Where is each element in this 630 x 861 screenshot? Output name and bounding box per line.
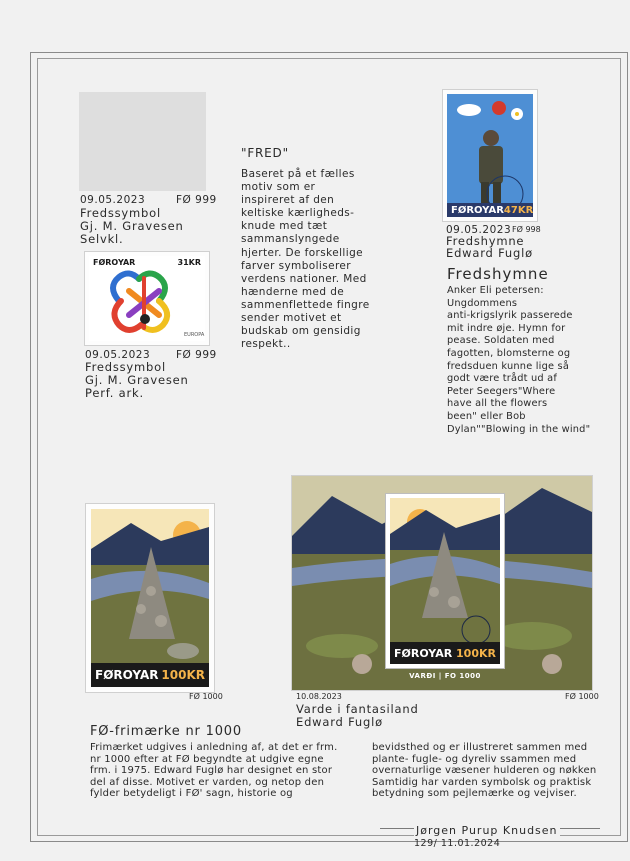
selfadhesive-date: 09.05.2023 (80, 194, 146, 206)
f1000-text-col1: Frimærket udgives i anledning af, at det er frm. nr 1000 efter at FØ begyndte at udgive egne frm. i 1975. Edward Fuglø har designet en stor del af disse. Motivet er varden, og netop den fylder betydeligt i FØ' sagn, historie og (90, 742, 338, 799)
stamp-fredssymbol-value: 31KR (177, 258, 201, 267)
celtic-knot-icon (89, 256, 205, 341)
fred-line: Baseret på et fælles (241, 168, 355, 180)
hymn-line: Peter Seegers"Where (447, 385, 556, 397)
fred-line: sammanslyngede (241, 233, 340, 246)
hymn-line: anti-krigslyrik passerede (447, 310, 573, 322)
stamp-fredssymbol-image (89, 256, 205, 341)
souvenir-inner-stamp-band (390, 642, 500, 664)
hymn-text (447, 285, 619, 436)
hymn-code: FØ 998 (512, 225, 541, 234)
footer-page: 129/ 11.01.2024 (414, 838, 501, 849)
hymn-line: fagotten, blomsterne og (447, 347, 571, 359)
stamp-fredshymne-image (447, 94, 533, 217)
stamp-varde-single (86, 504, 214, 692)
stamp-fredshymne (443, 90, 537, 221)
soldier-icon (447, 94, 533, 217)
hymn-line: pease. Soldaten med (447, 335, 555, 347)
footer-author: Jørgen Purup Knudsen (416, 824, 558, 837)
selfadhesive-caption-1: Fredssymbol (80, 206, 161, 220)
fred-line: farver symboliserer (241, 259, 352, 272)
fred-title: "FRED" (241, 146, 289, 160)
sheet-caption-3: Perf. ark. (85, 386, 144, 400)
block-date: 10.08.2023 (296, 692, 342, 701)
selfadhesive-caption-2: Gj. M. Gravesen (80, 219, 184, 233)
hymn-line: mit indre øje. Hymn for (447, 322, 566, 334)
hymn-title: Fredshymne (447, 265, 549, 283)
fred-line: keltiske kærligheds- (241, 207, 355, 220)
stamp-varde-single-value: 100KR (161, 668, 205, 682)
hymn-date: 09.05.2023 (446, 224, 512, 236)
fred-text (241, 168, 401, 351)
hymn-line: fredsduen kunne lige så (447, 360, 570, 372)
stamp-varde-single-country: FØROYAR (95, 668, 159, 682)
sheet-caption-1: Fredssymbol (85, 360, 166, 374)
fred-line: motiv som er (241, 181, 316, 194)
selfadhesive-code: FØ 999 (176, 194, 217, 206)
hymn-line: Dylan""Blowing in the wind" (447, 423, 591, 435)
sheet-caption-2: Gj. M. Gravesen (85, 373, 189, 387)
stamp-fredssymbol-country: FØROYAR (93, 258, 136, 267)
fred-line: hænderne med de (241, 285, 345, 298)
block-code: FØ 1000 (565, 692, 599, 701)
sheet-code: FØ 999 (176, 349, 217, 361)
hymn-line: Ungdommens (447, 297, 518, 309)
varde-single-code: FØ 1000 (189, 692, 223, 701)
stamp-fredshymne-country: FØROYAR (451, 204, 504, 216)
stamp-fredssymbol (85, 252, 209, 345)
fred-line: sender motivet et (241, 312, 342, 325)
souvenir-sheet-label: VARÐI | FO 1000 (409, 672, 481, 680)
fred-line: hjerter. De forskellige (241, 246, 363, 259)
fred-line: respekt.. (241, 338, 291, 351)
stamp-varde-single-image (91, 509, 209, 687)
hymn-caption-1: Fredshymne (446, 234, 525, 248)
f1000-title: FØ-frimærke nr 1000 (90, 724, 242, 739)
svg-text:EUROPA: EUROPA (184, 332, 205, 338)
stamp-placeholder (79, 92, 206, 191)
stamp-fredshymne-value: 47KR (503, 204, 533, 216)
hymn-line: godt være trådt ud af (447, 373, 557, 385)
souvenir-inner-stamp-image (390, 498, 500, 664)
hymn-line: been" eller Bob (447, 410, 526, 422)
sheet-date: 09.05.2023 (85, 349, 151, 361)
selfadhesive-caption-3: Selvkl. (80, 232, 124, 246)
block-caption-1: Varde i fantasiland (296, 702, 419, 716)
block-caption-2: Edward Fuglø (296, 715, 383, 729)
stamp-varde-single-band (91, 663, 209, 687)
hymn-line: have all the flowers (447, 398, 548, 410)
f1000-text-col2: bevidsthed og er illustreret sammen med plante- fugle- og dyreliv ssammen med overnaturlige væsener hulderen og nøkken Samtidig har varden symbolsk og praktisk betydning som pejlemærke og vejviser. (372, 742, 597, 799)
souvenir-stamp-country: FØROYAR (394, 646, 453, 660)
fred-line: verdens nationer. Med (241, 272, 367, 285)
fred-line: budskab om gensidig (241, 325, 361, 338)
stamp-fredshymne-band (447, 203, 533, 217)
cairn-landscape-icon (91, 509, 209, 687)
hymn-line: Anker Eli petersen: (447, 285, 544, 296)
hymn-caption-2: Edward Fuglø (446, 246, 533, 260)
souvenir-inner-stamp (386, 494, 504, 668)
souvenir-stamp-value: 100KR (456, 646, 496, 660)
fred-line: knude med tæt (241, 220, 328, 233)
fred-line: inspireret af den (241, 194, 335, 207)
fred-line: sammenflettede fingre (241, 298, 370, 311)
souvenir-sheet-varde (292, 476, 592, 690)
sheet-cairn-icon (390, 498, 500, 664)
